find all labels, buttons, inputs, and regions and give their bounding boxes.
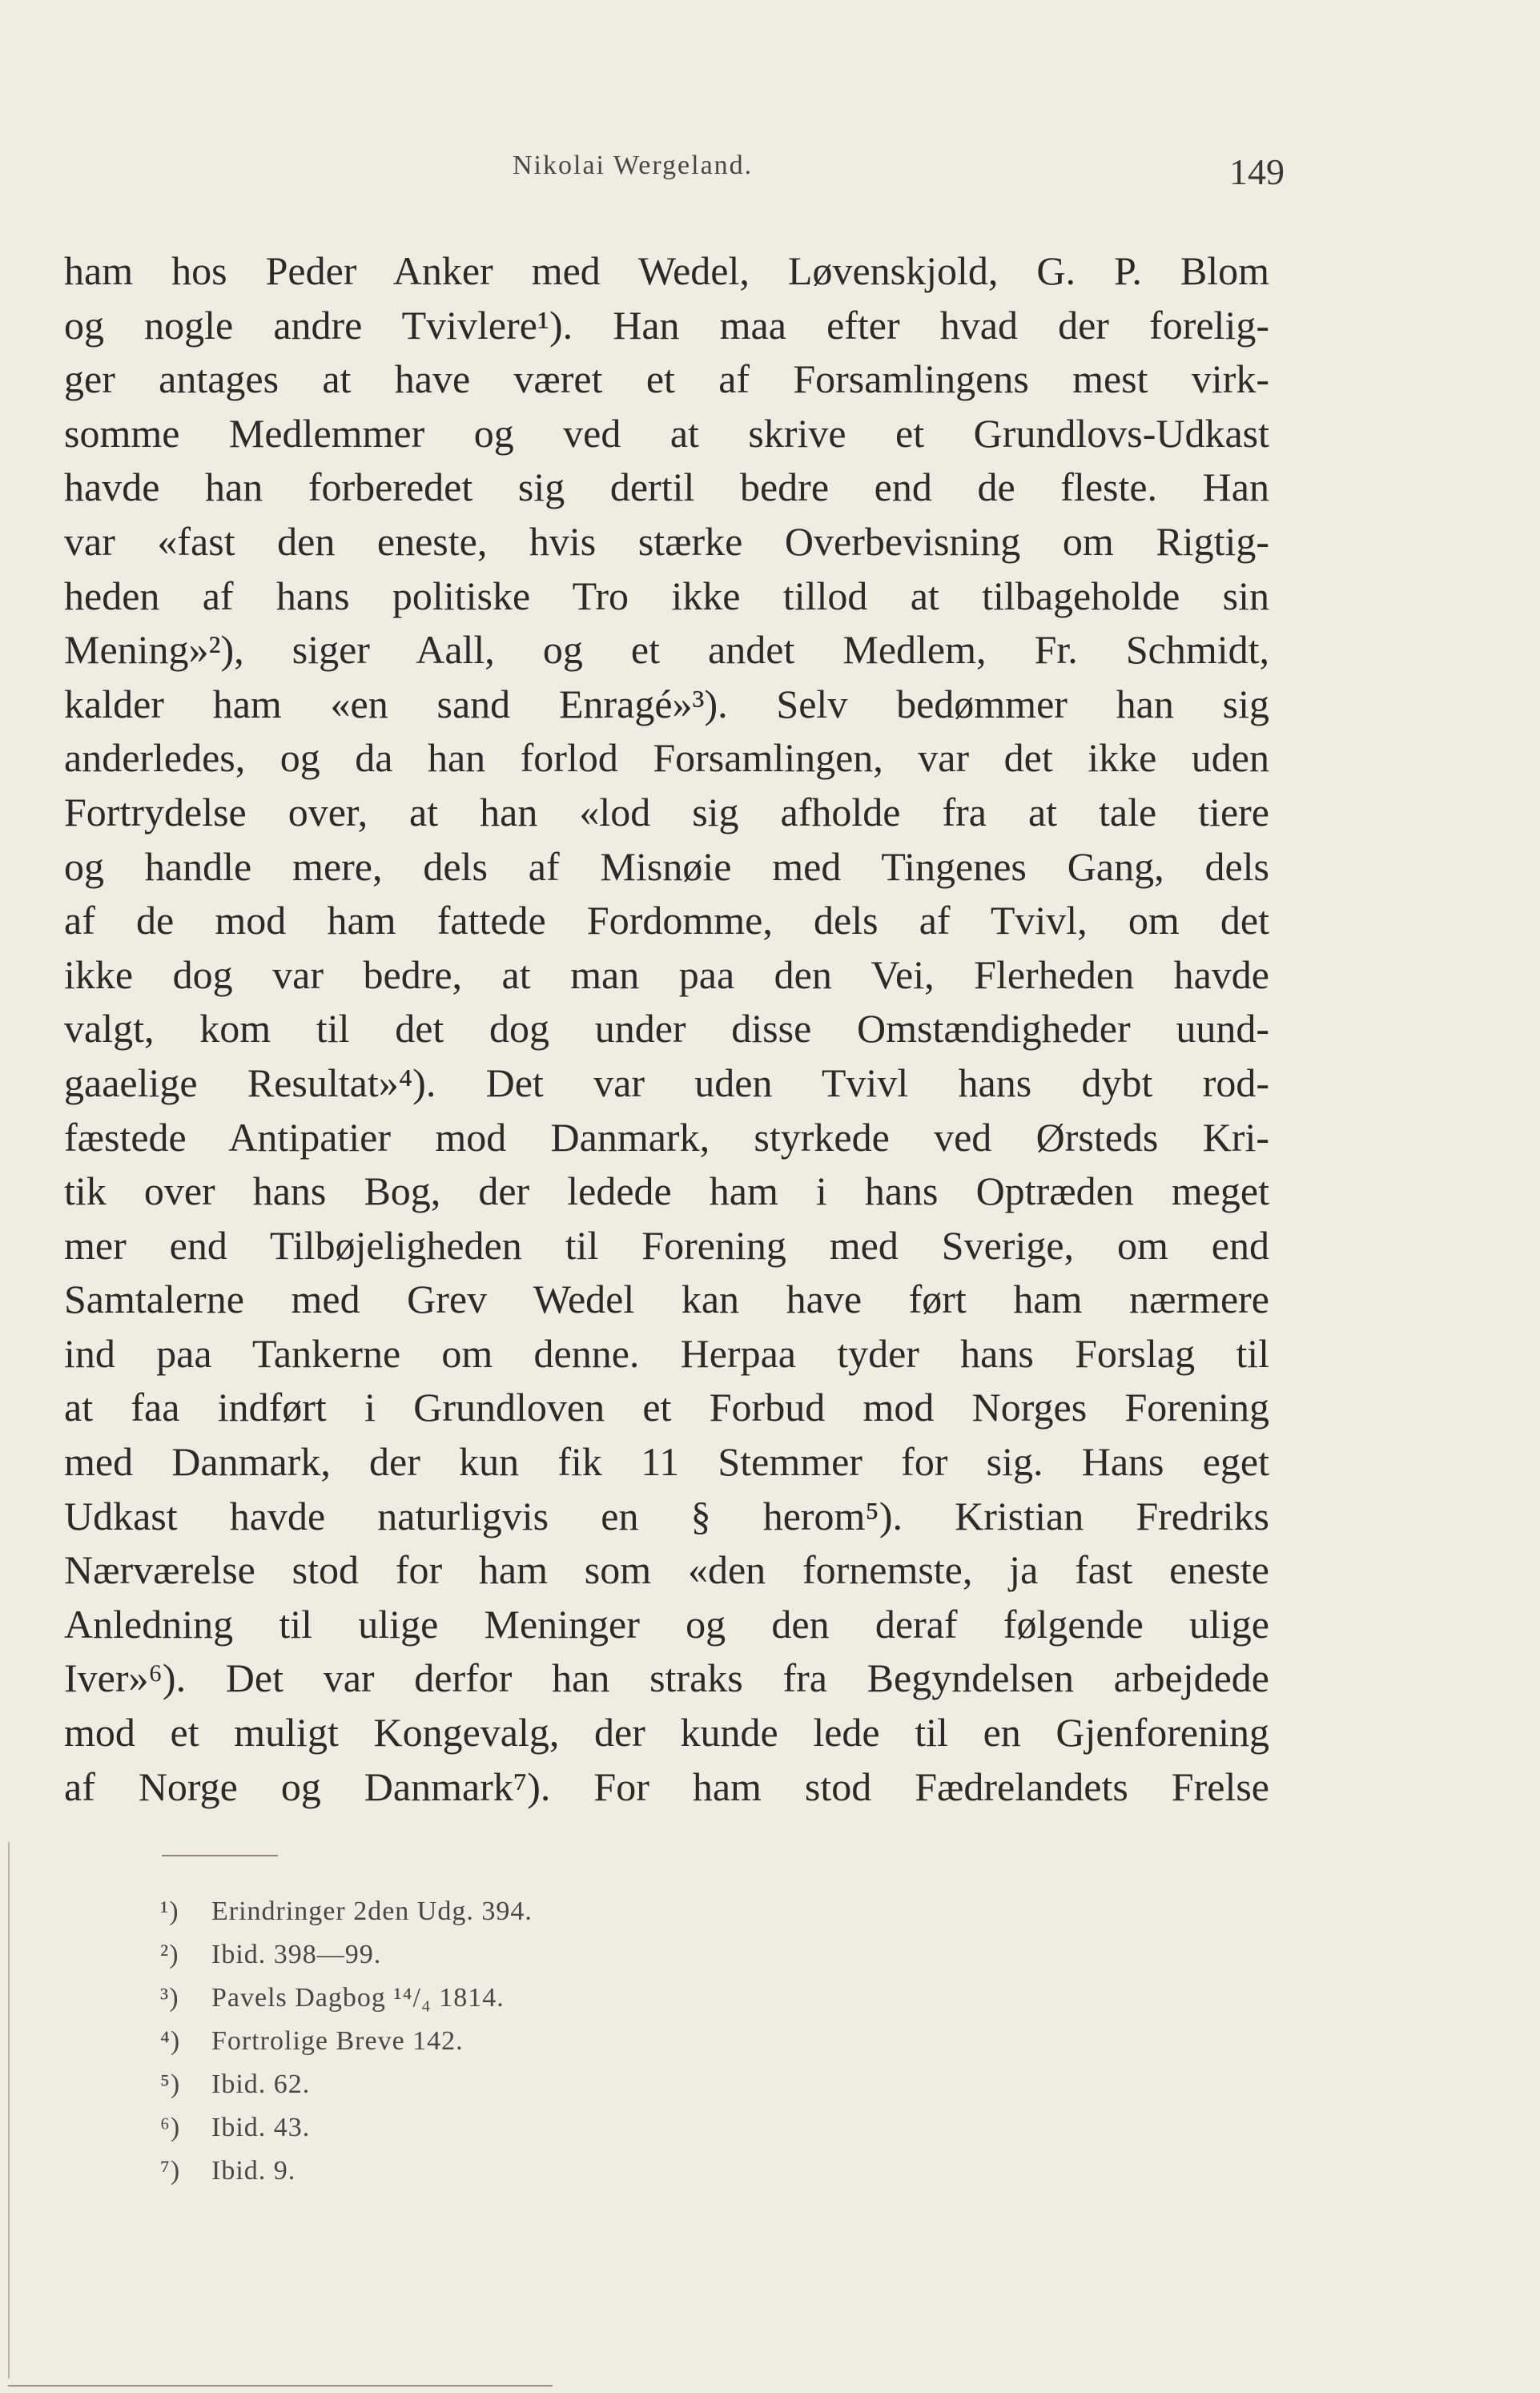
body-line: tik over hans Bog, der ledede ham i hans Optræden meget: [64, 1168, 1269, 1214]
body-line: valgt, kom til det dog under disse Omstændigheder uund-: [64, 1006, 1269, 1052]
footnote-rule: [162, 1855, 278, 1856]
scan-gutter-line: [8, 1842, 10, 2379]
body-line: somme Medlemmer og ved at skrive et Grundlovs-Udkast: [64, 410, 1269, 456]
footnote-number: ⁵): [160, 2069, 181, 2099]
body-line: fæstede Antipatier mod Danmark, styrkede ved Ørsteds Kri-: [64, 1114, 1269, 1160]
body-line: Udkast havde naturligvis en § herom⁵). Kristian Fredriks: [64, 1493, 1269, 1538]
footnote: [160, 1977, 533, 2020]
footnote: [160, 2020, 533, 2063]
body-line: kalder ham «en sand Enragé»³). Selv bedømmer han sig: [64, 681, 1269, 726]
footnote: [160, 2106, 533, 2150]
body-line: heden af hans politiske Tro ikke tillod at tilbageholde sin: [64, 573, 1269, 618]
body-line: Samtalerne med Grev Wedel kan have ført ham nærmere: [64, 1277, 1269, 1322]
footnote: [160, 1933, 533, 1977]
body-line: og nogle andre Tvivlere¹). Han maa efter hvad der forelig-: [64, 302, 1269, 348]
body-line: at faa indført i Grundloven et Forbud mod Norges Forening: [64, 1385, 1269, 1430]
footnote-text: Ibid. 43.: [211, 2113, 311, 2142]
footnote: [160, 2063, 533, 2106]
body-line: ind paa Tankerne om denne. Herpaa tyder hans Forslag til: [64, 1330, 1269, 1376]
body-line: ikke dog var bedre, at man paa den Vei, Flerheden havde: [64, 951, 1269, 997]
body-line: og handle mere, dels af Misnøie med Tingenes Gang, dels: [64, 843, 1269, 889]
footnote-number: ¹): [160, 1896, 179, 1926]
footnote-number: ⁴): [160, 2026, 181, 2056]
running-head: Nikolai Wergeland.: [513, 151, 754, 180]
body-line: Mening»²), siger Aall, og et andet Medlem, Fr. Schmidt,: [64, 627, 1269, 673]
body-line: gaaelige Resultat»⁴). Det var uden Tvivl hans dybt rod-: [64, 1060, 1269, 1105]
footnote-text: Ibid. 62.: [211, 2069, 311, 2099]
footnote-text: Fortrolige Breve 142.: [211, 2026, 464, 2056]
footnote: [160, 1890, 533, 1933]
scan-bottom-edge: [8, 2385, 553, 2387]
body-text: [64, 244, 1269, 1814]
body-line: anderledes, og da han forlod Forsamlingen, var det ikke uden: [64, 735, 1269, 781]
footnote-text: Ibid. 9.: [211, 2156, 296, 2186]
body-line: med Danmark, der kun fik 11 Stemmer for sig. Hans eget: [64, 1439, 1269, 1485]
body-line: Nærværelse stod for ham som «den fornemste, ja fast eneste: [64, 1547, 1269, 1593]
page-number: 149: [1229, 151, 1285, 192]
body-line: Iver»⁶). Det var derfor han straks fra Begyndelsen arbejdede: [64, 1655, 1269, 1701]
footnote-text: Erindringer 2den Udg. 394.: [211, 1896, 533, 1926]
body-line: af de mod ham fattede Fordomme, dels af Tvivl, om det: [64, 898, 1269, 943]
footnote-number: ⁷): [160, 2156, 181, 2186]
footnote-number: ²): [160, 1940, 179, 1969]
body-line: mer end Tilbøjeligheden til Forening med Sverige, om end: [64, 1222, 1269, 1268]
footnotes: [160, 1890, 533, 2193]
body-line: af Norge og Danmark⁷). For ham stod Fædrelandets Frelse: [64, 1764, 1269, 1809]
body-line: mod et muligt Kongevalg, der kunde lede til en Gjenforening: [64, 1710, 1269, 1756]
body-line: var «fast den eneste, hvis stærke Overbevisning om Rigtig-: [64, 518, 1269, 564]
footnote-text: Ibid. 398—99.: [211, 1940, 382, 1969]
footnote-number: ³): [160, 1983, 179, 2013]
footnote: [160, 2150, 533, 2193]
body-line: havde han forberedet sig dertil bedre end de fleste. Han: [64, 465, 1269, 510]
body-line: ger antages at have været et af Forsamlingens mest virk-: [64, 356, 1269, 402]
footnote-number: ⁶): [160, 2113, 181, 2142]
body-line: Anledning til ulige Meninger og den deraf følgende ulige: [64, 1601, 1269, 1647]
body-line: Fortrydelse over, at han «lod sig afholde fra at tale tiere: [64, 789, 1269, 835]
footnote-text: Pavels Dagbog ¹⁴/₄ 1814.: [211, 1983, 505, 2013]
body-line: ham hos Peder Anker med Wedel, Løvenskjold, G. P. Blom: [64, 248, 1269, 293]
